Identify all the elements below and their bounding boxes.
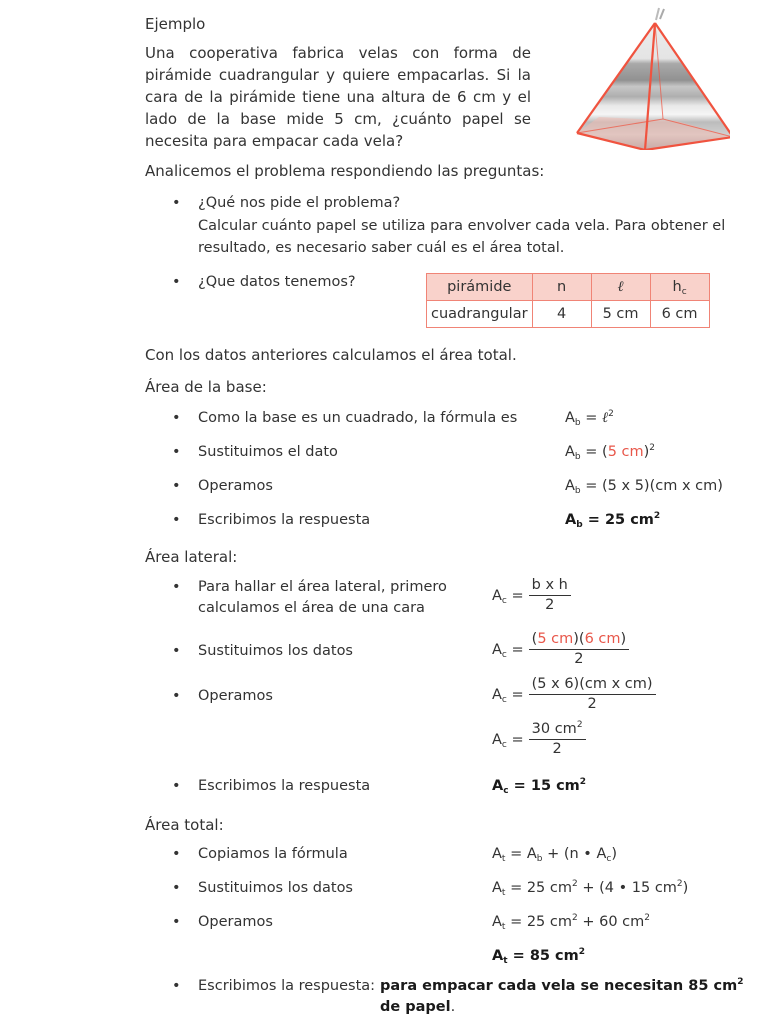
base-eq-1: $A_b$ = ℓ$^2$: [565, 409, 614, 428]
total-eq-1: $A_t = A_b + (n$ • $A_c$): [492, 846, 617, 864]
lateral-step-2: Sustituimos los datos: [198, 643, 353, 659]
bullet: •: [172, 778, 181, 794]
problem-statement: Una cooperativa fabrica velas con forma de pirámide cuadrangular y quiere empacarlas. Si la cara de la pirámide tiene una altura de 6 cm y el lado de la base mide 5 cm, ¿cuánto papel se necesita para empacar cada vela?: [145, 44, 531, 150]
total-eq-2: $A_t = 25$ $cm^2 + (4$ • 15 $cm^2$): [492, 879, 689, 898]
bullet: •: [172, 195, 181, 211]
question-2: ¿Que datos tenemos?: [198, 274, 356, 290]
bullet: •: [172, 274, 181, 290]
bullet: •: [172, 880, 181, 896]
lateral-step-4: Escribimos la respuesta: [198, 778, 371, 794]
bullet: •: [172, 914, 181, 930]
question-1: ¿Qué nos pide el problema?: [198, 195, 401, 211]
example-heading: Ejemplo: [145, 15, 206, 33]
total-step-2: Sustituimos los datos: [198, 880, 353, 896]
base-eq-3: $A_b = (5$ x 5)(cm x cm): [565, 478, 723, 496]
transition-text: Con los datos anteriores calculamos el área total.: [145, 346, 517, 364]
total-step-3: Operamos: [198, 914, 273, 930]
cell-hc: 6 cm: [650, 301, 709, 328]
table-row: [427, 301, 710, 328]
lateral-eq-2: $A_c$ = $\frac{(5 cm)(6 cm)}{2}$: [492, 630, 629, 669]
header-piramide: pirámide: [427, 274, 533, 301]
header-l: ℓ: [591, 274, 650, 301]
base-result: $A_b = 25$ $cm^2$: [565, 511, 661, 530]
total-answer-line1: para empacar cada vela se necesitan 85 $cm^2$: [380, 977, 744, 994]
lateral-step-1b: calculamos el área de una cara: [198, 600, 425, 616]
answer-1: Calcular cuánto papel se utiliza para envolver cada vela. Para obtener el resultado, es necesario saber cuál es el área total.: [198, 218, 726, 256]
bullet: •: [172, 978, 181, 994]
bullet: •: [172, 410, 181, 426]
bullet: •: [172, 512, 181, 528]
base-step-3: Operamos: [198, 478, 273, 494]
pyramid-candle-image: [555, 5, 730, 150]
base-title: Área de la base:: [145, 378, 267, 396]
bullet: •: [172, 688, 181, 704]
lateral-eq-1: $A_c$ = $\frac{\text{b x h}}{2}$: [492, 576, 571, 615]
total-answer-line2: de papel.: [380, 999, 456, 1015]
analysis-intro: Analicemos el problema respondiendo las preguntas:: [145, 162, 545, 180]
total-eq-3: $A_t = 25$ $cm^2 + 60$ $cm^2$: [492, 913, 650, 932]
lateral-eq-4: $A_c$ = $\frac{30 cm^2}{2}$: [492, 720, 586, 759]
base-step-1: Como la base es un cuadrado, la fórmula es: [198, 410, 518, 426]
header-hc: $h_c$: [650, 274, 709, 301]
bullet: •: [172, 846, 181, 862]
data-table: [426, 273, 710, 328]
lateral-step-1a: Para hallar el área lateral, primero: [198, 579, 447, 595]
total-title: Área total:: [145, 816, 224, 834]
bullet: •: [172, 643, 181, 659]
cell-l: 5 cm: [591, 301, 650, 328]
total-result: $A_t = 85$ $cm^2$: [492, 947, 586, 966]
cell-piramide: cuadrangular: [427, 301, 533, 328]
cell-n: 4: [532, 301, 591, 328]
base-step-4: Escribimos la respuesta: [198, 512, 371, 528]
lateral-eq-3: $A_c$ = $\frac{\text{(5 x 6)(cm x cm)}}{2}$: [492, 675, 656, 714]
lateral-result: $A_c = 15$ $cm^2$: [492, 777, 587, 796]
wick: [656, 8, 659, 20]
bullet: •: [172, 444, 181, 460]
bullet: •: [172, 579, 181, 595]
bullet: •: [172, 478, 181, 494]
total-answer-label: Escribimos la respuesta:: [198, 978, 376, 994]
base-step-2: Sustituimos el dato: [198, 444, 338, 460]
header-n: n: [532, 274, 591, 301]
lateral-title: Área lateral:: [145, 548, 238, 566]
table-header-row: [427, 274, 710, 301]
base-eq-2: $A_b = (5$ cm)$^2$: [565, 443, 656, 462]
total-step-1: Copiamos la fórmula: [198, 846, 348, 862]
lateral-step-3: Operamos: [198, 688, 273, 704]
